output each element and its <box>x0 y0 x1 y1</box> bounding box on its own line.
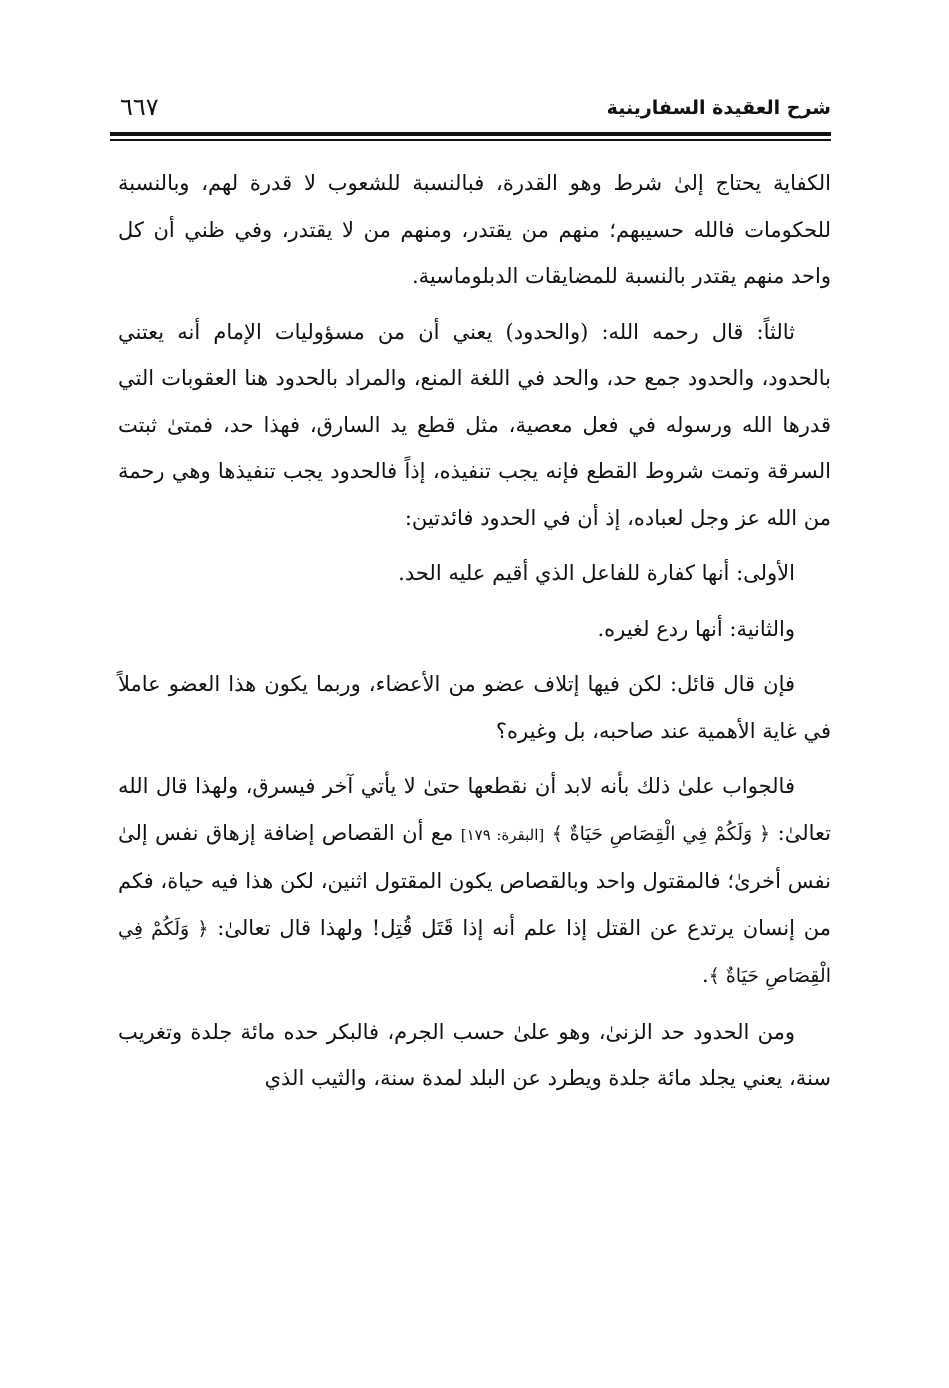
paragraph: فإن قال قائل: لكن فيها إتلاف عضو من الأعضاء، وربما يكون هذا العضو عاملاً في غاية الأهمية عند صاحبه، بل وغيره؟ <box>118 672 831 743</box>
header-rule-thin <box>110 139 831 141</box>
book-title: شرح العقيدة السفارينية <box>606 97 831 119</box>
paragraph <box>118 763 831 1000</box>
text-span: فالجواب علىٰ ذلك بأنه لابد أن نقطعها حتىٰ لا يأتي آخر فيسرق، ولهذا قال الله تعالىٰ: <box>118 774 831 845</box>
body-text <box>118 160 831 1102</box>
paragraph: الأولى: أنها كفارة للفاعل الذي أقيم عليه الحد. <box>398 561 795 585</box>
quran-verse: ﴿ وَلَكُمْ فِي الْقِصَاصِ حَيَاةٌ ﴾ <box>118 917 831 987</box>
page-number: ٦٦٧ <box>120 93 159 121</box>
paragraph: والثانية: أنها ردع لغيره. <box>597 616 795 641</box>
verse-reference: [البقرة: ١٧٩] <box>460 825 545 844</box>
paragraph: ثالثاً: قال رحمه الله: (والحدود) يعني أن من مسؤوليات الإمام أنه يعتني بالحدود، والحدود جمع حد، والحد في اللغة المنع، والمراد بالحدود هنا العقوبات التي قدرها الله ورسوله في فعل معصية، مثل قطع يد السارق، فهذا حد، فمتىٰ ثبتت السرقة وتمت شروط القطع فإنه يجب تنفيذه، إذاً فالحدود يجب تنفيذها وهي رحمة من الله عز وجل لعباده، إذ أن في الحدود فائدتين: <box>118 319 831 530</box>
paragraph: ومن الحدود حد الزنىٰ، وهو علىٰ حسب الجرم، فالبكر حده مائة جلدة وتغريب سنة، يعني يجلد مائة جلدة ويطرد عن البلد لمدة سنة، والثيب الذي <box>118 1019 831 1090</box>
running-header <box>110 92 831 130</box>
text-span: مع أن القصاص إضافة إزهاق نفس إلىٰ نفس أخرىٰ؛ فالمقتول واحد وبالقصاص يكون المقتول اثنين، لكن هذا فيه حياة، فكم من إنسان يرتدع عن القتل إذا علم أنه إذا قَتَل قُتِل! ولهذا قال تعالىٰ: <box>118 820 832 940</box>
header-rule-thick <box>110 132 831 136</box>
paragraph: الكفاية يحتاج إلىٰ شرط وهو القدرة، فبالنسبة للشعوب لا قدرة لهم، وبالنسبة للحكومات فالله حسيبهم؛ منهم من يقتدر، ومنهم من لا يقتدر، وفي ظني أن كل واحد منهم يقتدر بالنسبة للمضايقات الدبلوماسية. <box>118 171 831 288</box>
text-span: . <box>701 963 709 987</box>
quran-verse: ﴿ وَلَكُمْ فِي الْقِصَاصِ حَيَاةٌ ﴾ <box>551 822 771 845</box>
